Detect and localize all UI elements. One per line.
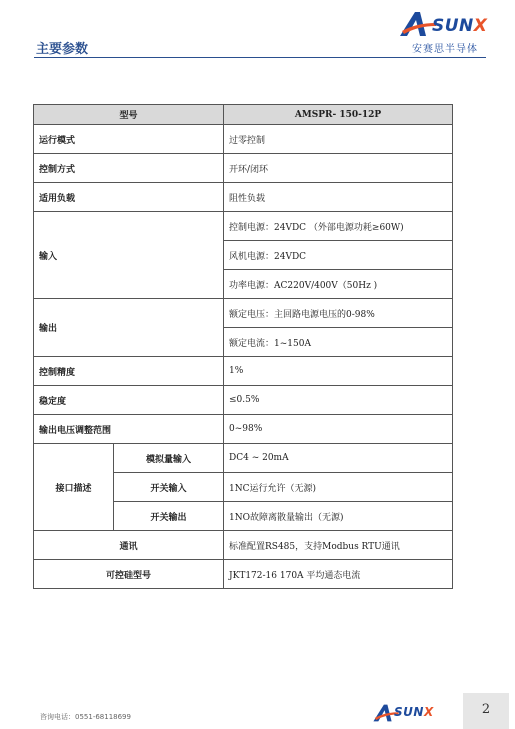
table-row	[34, 125, 453, 154]
footer-logo-wordmark: SUNX	[394, 705, 434, 719]
asunx-logo	[398, 10, 498, 55]
row-value: 1%	[224, 357, 453, 386]
row-label: 控制方式	[34, 154, 224, 183]
output-value: 额定电流：1~150A	[224, 328, 453, 357]
footer-phone: 咨询电话：0551-68118699	[40, 713, 131, 721]
input-value: 控制电源：24VDC （外部电源功耗≥60W)	[224, 212, 453, 241]
logo-wordmark: SUNX	[432, 16, 488, 36]
table-row	[34, 560, 453, 589]
scr-model-label: 可控硅型号	[34, 560, 224, 589]
model-label: 型号	[34, 105, 224, 125]
footer-logo	[372, 700, 442, 724]
row-label: 控制精度	[34, 357, 224, 386]
table-header-row	[34, 105, 453, 125]
comm-label: 通讯	[34, 531, 224, 560]
page-title: 主要参数	[36, 42, 89, 57]
table-row	[34, 357, 453, 386]
row-value: 0~98%	[224, 415, 453, 444]
logo-company-name: 安赛思半导体	[412, 44, 478, 55]
spec-table	[33, 104, 453, 589]
input-value: 功率电源：AC220V/400V（50Hz )	[224, 270, 453, 299]
table-row	[34, 212, 453, 241]
row-label: 输出电压调整范围	[34, 415, 224, 444]
table-row	[34, 444, 453, 473]
header-divider	[34, 57, 486, 58]
interface-value: 1NC运行允许（无源)	[224, 473, 453, 502]
input-label: 输入	[34, 212, 224, 299]
interface-value: DC4 ~ 20mA	[224, 444, 453, 473]
row-value: 过零控制	[224, 125, 453, 154]
page-number-box	[463, 693, 509, 729]
row-label: 运行模式	[34, 125, 224, 154]
output-value: 额定电压：主回路电源电压的0-98%	[224, 299, 453, 328]
page-number: 2	[481, 702, 491, 717]
row-label: 稳定度	[34, 386, 224, 415]
interface-sub-label: 开关输出	[114, 502, 224, 531]
row-label: 适用负载	[34, 183, 224, 212]
row-value: 阻性负载	[224, 183, 453, 212]
row-value: 开环/闭环	[224, 154, 453, 183]
interface-label: 接口描述	[34, 444, 114, 531]
table-row	[34, 154, 453, 183]
table-row	[34, 299, 453, 328]
output-label: 输出	[34, 299, 224, 357]
table-row	[34, 183, 453, 212]
scr-model-value: JKT172-16 170A 平均通态电流	[224, 560, 453, 589]
interface-sub-label: 模拟量输入	[114, 444, 224, 473]
interface-sub-label: 开关输入	[114, 473, 224, 502]
input-value: 风机电源：24VDC	[224, 241, 453, 270]
table-row	[34, 386, 453, 415]
interface-value: 1NO故障离散量输出（无源)	[224, 502, 453, 531]
table-row	[34, 415, 453, 444]
model-value: AMSPR- 150-12P	[224, 105, 453, 125]
row-value: ≤0.5%	[224, 386, 453, 415]
comm-value: 标准配置RS485，支持Modbus RTU通讯	[224, 531, 453, 560]
table-row	[34, 531, 453, 560]
